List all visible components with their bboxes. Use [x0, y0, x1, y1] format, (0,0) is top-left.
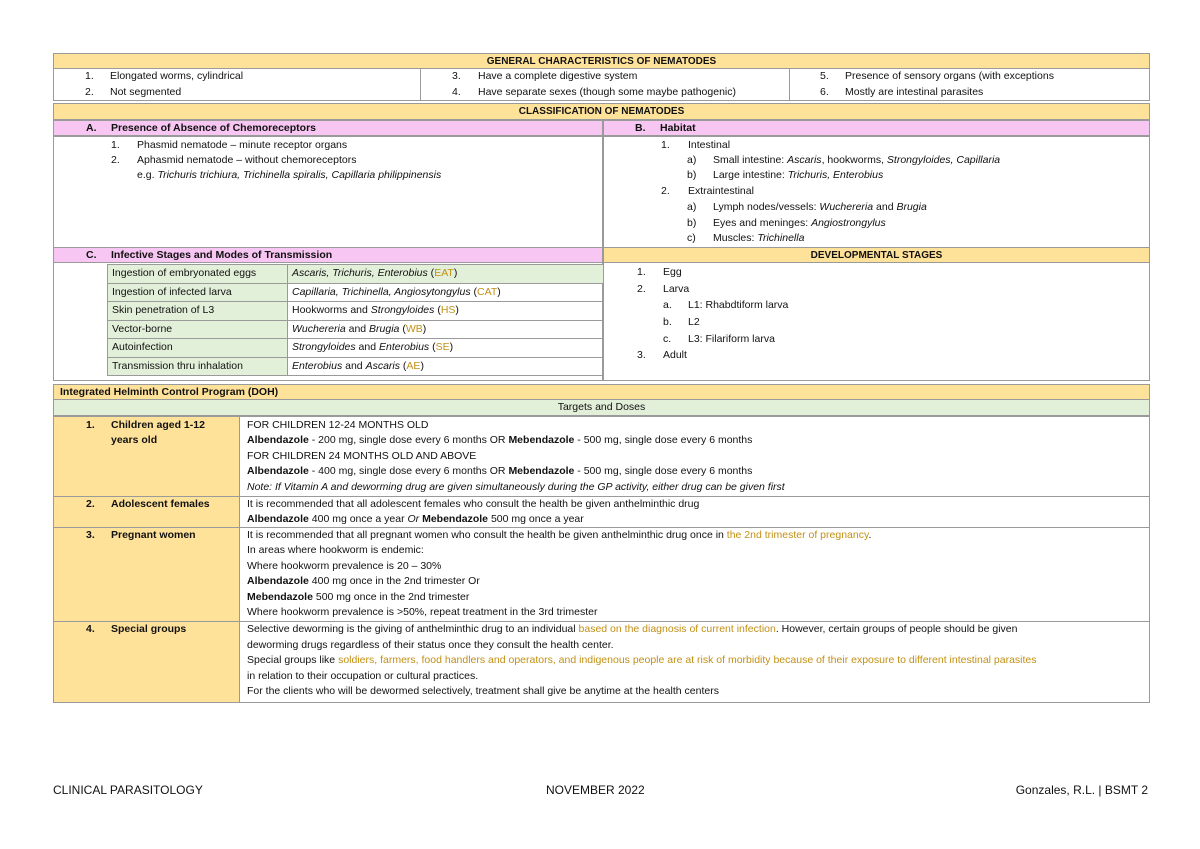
general-title: GENERAL CHARACTERISTICS OF NEMATODES: [53, 53, 1150, 69]
section-c-letter: C.: [86, 249, 97, 261]
habitat-large-intestine: Large intestine: Trichuris, Enterobius: [713, 169, 884, 181]
habitat-extraintestinal: Extraintestinal: [688, 185, 754, 197]
habitat-muscles: Muscles: Trichinella: [713, 232, 805, 244]
dose-line: deworming drugs regardless of their status once they consult the health center.: [247, 639, 614, 651]
list-letter: a): [687, 154, 697, 166]
mnemonic: SE: [435, 341, 450, 354]
table-row: [108, 357, 604, 376]
transmission-mode: Ingestion of embryonated eggs: [108, 265, 288, 284]
ihcp-table: [53, 416, 1150, 703]
dose-line: in relation to their occupation or cultural practices.: [247, 670, 479, 682]
transmission-parasites: Wuchereria and Brugia (WB): [288, 320, 604, 339]
section-c-title: Infective Stages and Modes of Transmission: [111, 249, 333, 261]
general-item: Have a complete digestive system: [478, 70, 638, 82]
group-label: Pregnant women: [111, 529, 196, 541]
section-a-title: Presence of Absence of Chemoreceptors: [111, 122, 317, 134]
dose-note: Note: If Vitamin A and deworming drug are given simultaneously during the GP activity, either drug can be given first: [247, 481, 785, 493]
dose-line: It is recommended that all adolescent females who consult the health be given anthelminthic drug: [247, 498, 700, 510]
general-item-number: 6.: [820, 86, 829, 98]
transmission-parasites: Capillaria, Trichinella, Angiosytongylus (CAT): [288, 283, 604, 302]
ihcp-label-column: [54, 417, 240, 702]
dose-line: FOR CHILDREN 12-24 MONTHS OLD: [247, 419, 429, 431]
stage-larva: Larva: [663, 283, 690, 295]
footer-course: CLINICAL PARASITOLOGY: [53, 783, 203, 797]
group-number: 2.: [86, 498, 95, 510]
stage-l1: L1: Rhabdtiform larva: [688, 299, 789, 311]
list-number: 1.: [661, 139, 670, 151]
habitat-eyes: Eyes and meninges: Angiostrongylus: [713, 217, 886, 229]
dose-line: Albendazole 400 mg once in the 2nd trimester Or: [247, 575, 480, 587]
table-row: [108, 265, 604, 284]
general-item: Mostly are intestinal parasites: [845, 86, 984, 98]
group-label: years old: [111, 434, 158, 446]
list-letter: a.: [663, 299, 672, 311]
general-item: Have separate sexes (though some maybe pathogenic): [478, 86, 736, 98]
transmission-table: [107, 264, 604, 376]
footer-date: NOVEMBER 2022: [546, 783, 645, 797]
list-number: 3.: [637, 349, 646, 361]
table-row: [108, 320, 604, 339]
section-a-letter: A.: [86, 122, 97, 134]
habitat-small-intestine: Small intestine: Ascaris, hookworms, Strongyloides, Capillaria: [713, 154, 1001, 166]
developmental-stages-body: [603, 262, 1150, 381]
list-number: 2.: [661, 185, 670, 197]
ihcp-header: [53, 384, 1150, 400]
example-prefix: e.g.: [137, 169, 158, 181]
group-label: Adolescent females: [111, 498, 210, 510]
group-number: 4.: [86, 623, 95, 635]
habitat-intestinal: Intestinal: [688, 139, 731, 151]
list-letter: a): [687, 201, 697, 213]
transmission-parasites: Hookworms and Strongyloides (HS): [288, 302, 604, 321]
list-letter: b): [687, 217, 697, 229]
dose-line: For the clients who will be dewormed selectively, treatment shall give be anytime at the health centers: [247, 685, 719, 697]
general-item: Presence of sensory organs (with exceptions: [845, 70, 1054, 82]
section-b-body: [603, 136, 1150, 248]
dose-line: Selective deworming is the giving of anthelminthic drug to an individual based on the diagnosis of current infection. However, certain groups of people should be given: [247, 623, 1018, 635]
transmission-mode: Transmission thru inhalation: [108, 357, 288, 376]
habitat-lymph: Lymph nodes/vessels: Wuchereria and Brugia: [713, 201, 927, 213]
general-item-number: 1.: [85, 70, 94, 82]
transmission-mode: Skin penetration of L3: [108, 302, 288, 321]
section-c-header: [53, 247, 603, 263]
dose-line: FOR CHILDREN 24 MONTHS OLD AND ABOVE: [247, 450, 477, 462]
general-item-number: 3.: [452, 70, 461, 82]
stage-l2: L2: [688, 316, 700, 328]
phasmid-item: Phasmid nematode – minute receptor organs: [137, 139, 348, 151]
table-row: [108, 302, 604, 321]
section-b-header: [603, 120, 1150, 136]
footer-author: Gonzales, R.L. | BSMT 2: [1015, 783, 1148, 797]
list-letter: c): [687, 232, 696, 244]
list-number: 1.: [637, 266, 646, 278]
section-a-header: [53, 120, 603, 136]
classification-title: CLASSIFICATION OF NEMATODES: [53, 103, 1150, 120]
example-line: [137, 168, 441, 183]
mnemonic: HS: [440, 304, 456, 317]
aphasmid-item: Aphasmid nematode – without chemoreceptors: [137, 154, 357, 166]
section-b-title: Habitat: [660, 122, 696, 134]
dose-line: Albendazole - 400 mg, single dose every 6 months OR Mebendazole - 500 mg, single dose every 6 months: [247, 465, 753, 477]
dose-line: Where hookworm prevalence is 20 – 30%: [247, 560, 442, 572]
section-a-body: [53, 136, 603, 248]
general-item: Not segmented: [110, 86, 182, 98]
dose-line: Albendazole - 200 mg, single dose every 6 months OR Mebendazole - 500 mg, single dose every 6 months: [247, 434, 753, 446]
section-b-letter: B.: [635, 122, 646, 134]
ihcp-title: Integrated Helminth Control Program (DOH): [60, 386, 279, 398]
dose-line: Albendazole 400 mg once a year Or Mebendazole 500 mg once a year: [247, 513, 584, 525]
dose-line: It is recommended that all pregnant women who consult the health be given anthelminthic drug once in the 2nd trimester of pregnancy.: [247, 529, 872, 541]
dose-line: In areas where hookworm is endemic:: [247, 544, 424, 556]
transmission-mode: Ingestion of infected larva: [108, 283, 288, 302]
example-species: Trichuris trichiura, Trichinella spiralis, Capillaria philippinensis: [157, 169, 442, 181]
table-row: [108, 339, 604, 358]
list-number: 2.: [637, 283, 646, 295]
list-number: 2.: [111, 154, 120, 166]
group-label: Special groups: [111, 623, 187, 635]
list-letter: b): [687, 169, 697, 181]
stage-egg: Egg: [663, 266, 682, 278]
mnemonic: AE: [406, 359, 421, 372]
transmission-mode: Vector-borne: [108, 320, 288, 339]
table-row: [108, 283, 604, 302]
general-item: Elongated worms, cylindrical: [110, 70, 244, 82]
group-number: 3.: [86, 529, 95, 541]
dose-line: Special groups like soldiers, farmers, food handlers and operators, and indigenous people are at risk of morbidity because of their exposure to different intestinal parasites: [247, 654, 1037, 666]
mnemonic: CAT: [477, 285, 498, 298]
dose-line: Where hookworm prevalence is >50%, repeat treatment in the 3rd trimester: [247, 606, 598, 618]
stage-adult: Adult: [663, 349, 687, 361]
mnemonic: EAT: [434, 267, 454, 280]
transmission-parasites: Strongyloides and Enterobius (SE): [288, 339, 604, 358]
general-item-number: 5.: [820, 70, 829, 82]
dose-line: Mebendazole 500 mg once in the 2nd trimester: [247, 591, 470, 603]
ihcp-subtitle: Targets and Doses: [53, 399, 1150, 416]
list-letter: b.: [663, 316, 672, 328]
developmental-stages-title: DEVELOPMENTAL STAGES: [603, 247, 1150, 263]
transmission-parasites: Enterobius and Ascaris (AE): [288, 357, 604, 376]
transmission-mode: Autoinfection: [108, 339, 288, 358]
group-number: 1.: [86, 419, 95, 431]
general-item-number: 4.: [452, 86, 461, 98]
transmission-parasites: Ascaris, Trichuris, Enterobius (EAT): [288, 265, 604, 284]
section-c-body: [53, 262, 603, 381]
list-letter: c.: [663, 333, 672, 345]
mnemonic: WB: [405, 322, 423, 335]
general-item-number: 2.: [85, 86, 94, 98]
list-number: 1.: [111, 139, 120, 151]
group-label: Children aged 1-12: [111, 419, 205, 431]
stage-l3: L3: Filariform larva: [688, 333, 775, 345]
